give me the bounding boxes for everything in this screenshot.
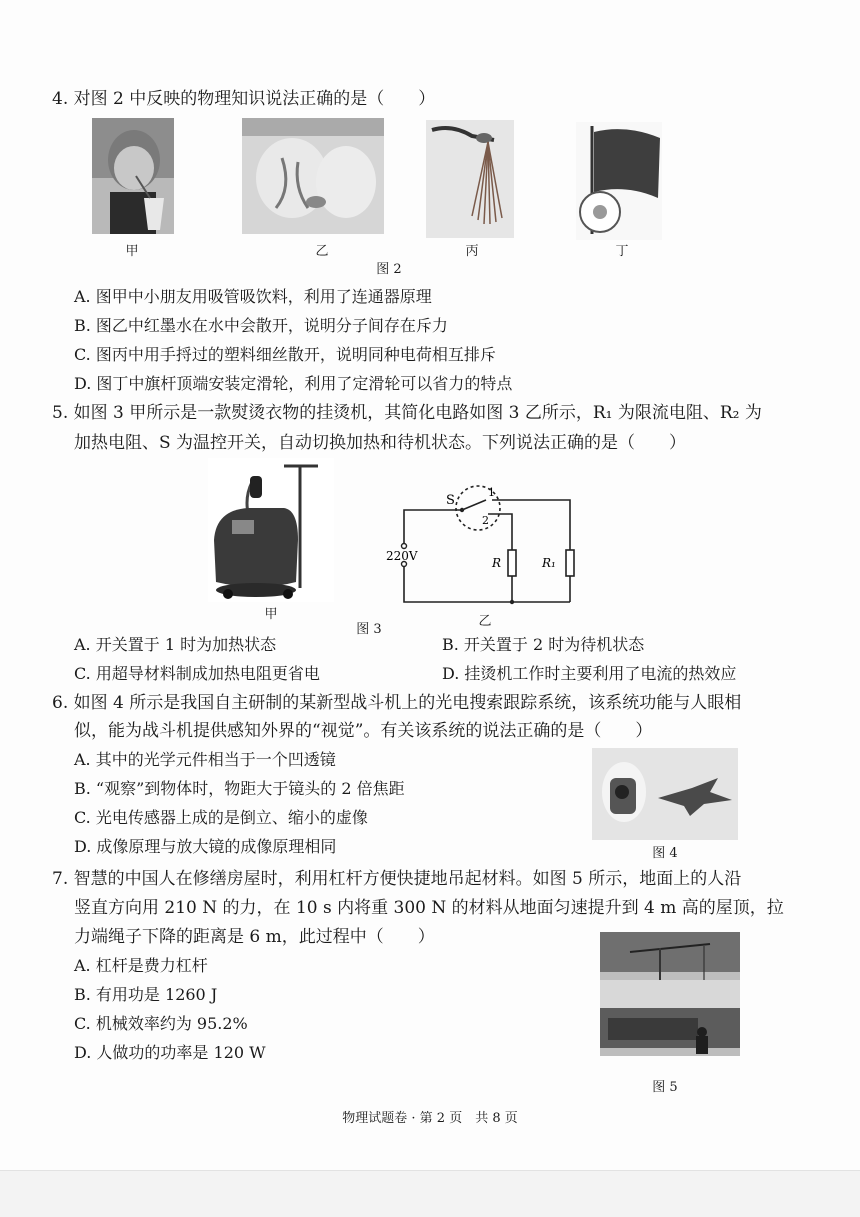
q5-option-b: B. 开关置于 2 时为待机状态 xyxy=(442,635,645,654)
q7-option-d: D. 人做功的功率是 120 W xyxy=(74,1043,266,1062)
q5-option-d: D. 挂烫机工作时主要利用了电流的热效应 xyxy=(442,664,737,683)
caption-bing: 丙 xyxy=(465,244,479,259)
photo-plastic-strands xyxy=(426,120,514,238)
resistor-r-label: R xyxy=(492,556,502,570)
q6-option-d: D. 成像原理与放大镜的成像原理相同 xyxy=(74,837,337,856)
q6-option-b: B. “观察”到物体时，物距大于镜头的 2 倍焦距 xyxy=(74,779,405,798)
q6-option-a: A. 其中的光学元件相当于一个凹透镜 xyxy=(74,750,336,769)
q6-stem-line1: 6. 如图 4 所示是我国自主研制的某新型战斗机上的光电搜索跟踪系统，该系统功能与人眼相 xyxy=(52,693,742,713)
caption-yi: 乙 xyxy=(315,244,329,259)
q7-stem-line2: 竖直方向用 210 N 的力，在 10 s 内将重 300 N 的材料从地面匀速提升到 4 m 高的屋顶，拉 xyxy=(74,898,784,918)
photo-flagpole-pulley xyxy=(576,122,662,240)
photo-fighter-sensor xyxy=(592,748,738,840)
q6-stem-line2: 似，能为战斗机提供感知外界的“视觉”。有关该系统的说法正确的是（ ） xyxy=(74,721,653,741)
q7-stem-line1: 7. 智慧的中国人在修缮房屋时，利用杠杆方便快捷地吊起材料。如图 5 所示，地面上的人沿 xyxy=(52,869,742,889)
figure-5-label: 图 5 xyxy=(652,1080,678,1095)
voltage-label: 220V xyxy=(386,549,418,563)
q5-stem-line1: 5. 如图 3 甲所示是一款熨烫衣物的挂烫机，其简化电路如图 3 乙所示，R₁ 为限流电阻、R₂ 为 xyxy=(52,403,762,423)
caption-fig3-jia: 甲 xyxy=(264,607,278,622)
q4-option-a: A. 图甲中小朋友用吸管吸饮料，利用了连通器原理 xyxy=(74,287,432,306)
figure-4-label: 图 4 xyxy=(652,846,678,861)
switch-pos-2: 2 xyxy=(482,514,489,527)
q4-option-c: C. 图丙中用手捋过的塑料细丝散开，说明同种电荷相互排斥 xyxy=(74,345,496,364)
photo-lever-crane xyxy=(600,932,740,1056)
q5-option-a: A. 开关置于 1 时为加热状态 xyxy=(74,635,277,654)
figure-3-label: 图 3 xyxy=(356,622,382,637)
q7-option-c: C. 机械效率约为 95.2% xyxy=(74,1014,248,1033)
photo-garment-steamer xyxy=(208,458,334,602)
figure-2-label: 图 2 xyxy=(376,262,402,277)
bottom-margin xyxy=(0,1170,860,1217)
resistor-r1-label: R₁ xyxy=(542,556,556,570)
q4-option-d: D. 图丁中旗杆顶端安装定滑轮，利用了定滑轮可以省力的特点 xyxy=(74,374,513,393)
q7-stem-line3: 力端绳子下降的距离是 6 m，此过程中（ ） xyxy=(74,927,435,947)
photo-child-drinking xyxy=(92,118,174,234)
circuit-diagram xyxy=(380,474,580,610)
page-footer: 物理试题卷 · 第 2 页 共 8 页 xyxy=(342,1111,518,1126)
q6-option-c: C. 光电传感器上成的是倒立、缩小的虚像 xyxy=(74,808,368,827)
caption-fig3-yi: 乙 xyxy=(478,614,492,629)
q5-stem-line2: 加热电阻、S 为温控开关，自动切换加热和待机状态。下列说法正确的是（ ） xyxy=(74,433,687,453)
q7-option-a: A. 杠杆是费力杠杆 xyxy=(74,956,208,975)
q4-option-b: B. 图乙中红墨水在水中会散开，说明分子间存在斥力 xyxy=(74,316,448,335)
photo-ink-in-water xyxy=(242,118,384,234)
caption-ding: 丁 xyxy=(615,244,629,259)
q7-option-b: B. 有用功是 1260 J xyxy=(74,985,218,1004)
q5-option-c: C. 用超导材料制成加热电阻更省电 xyxy=(74,664,320,683)
switch-label: S xyxy=(446,493,455,508)
caption-jia: 甲 xyxy=(125,244,139,259)
switch-pos-1: 1 xyxy=(488,486,495,499)
q4-stem: 4. 对图 2 中反映的物理知识说法正确的是（ ） xyxy=(52,89,436,109)
